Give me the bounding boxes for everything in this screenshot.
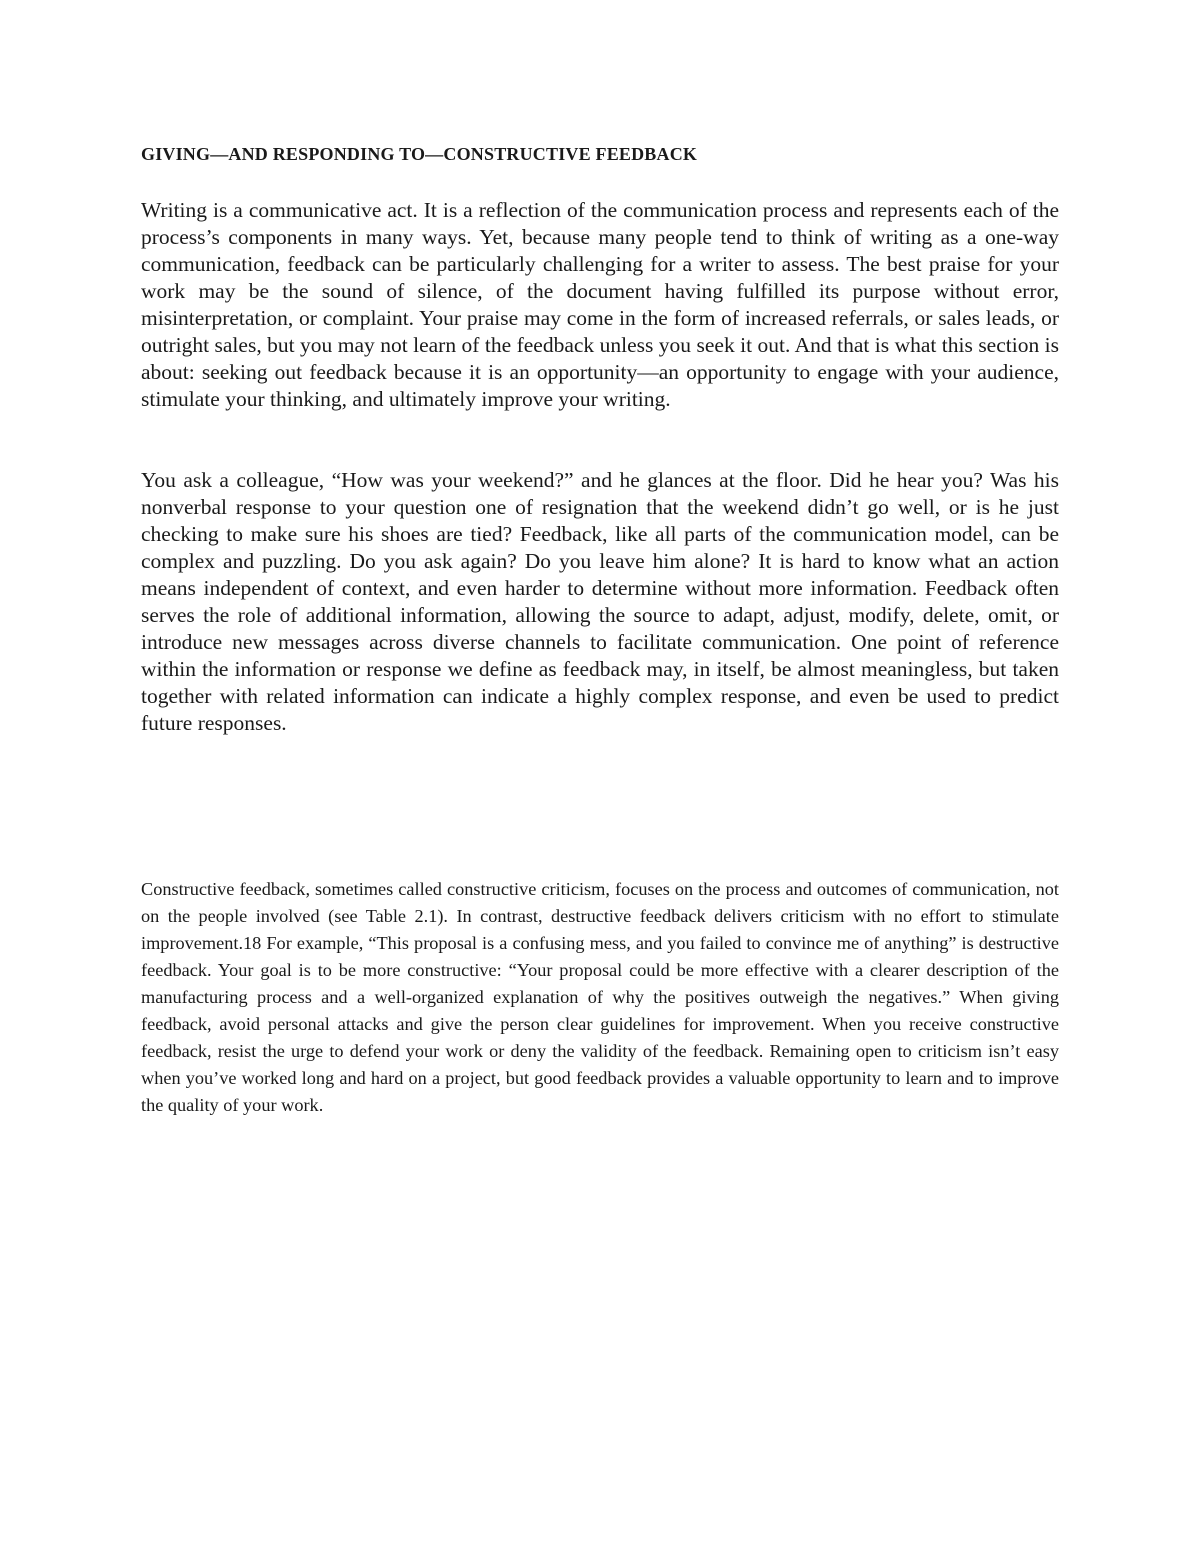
paragraph-writing-communicative-act: Writing is a communicative act. It is a reflection of the communication process and represents each of the process’s components in many ways. Yet, because many people tend to think of writing as a one-way communication, feedback can be particularly challenging for a writer to assess. The best praise for your work may be the sound of silence, of the document having fulfilled its purpose without error, misinterpretation, or complaint. Your praise may come in the form of increased referrals, or sales leads, or outright sales, but you may not learn of the feedback unless you seek it out. And that is what this section is about: seeking out feedback because it is an opportunity—an opportunity to engage with your audience, stimulate your thinking, and ultimately improve your writing. [141, 198, 1059, 411]
paragraph-constructive-feedback: Constructive feedback, sometimes called constructive criticism, focuses on the process and outcomes of communication, not on the people involved (see Table 2.1). In contrast, destructive feedback delivers criticism with no effort to stimulate improvement.18 For example, “This proposal is a confusing mess, and you failed to convince me of anything” is destructive feedback. Your goal is to be more constructive: “Your proposal could be more effective with a clearer description of the manufacturing process and a well-organized explanation of why the positives outweigh the negatives.” When giving feedback, avoid personal attacks and give the person clear guidelines for improvement. When you receive constructive feedback, resist the urge to defend your work or deny the validity of the feedback. Remaining open to criticism isn’t easy when you’ve worked long and hard on a project, but good feedback provides a valuable opportunity to learn and to improve the quality of your work. [141, 879, 1059, 1115]
document-title: GIVING—AND RESPONDING TO—CONSTRUCTIVE FEEDBACK [141, 144, 698, 164]
paragraph-colleague-weekend: You ask a colleague, “How was your weekend?” and he glances at the floor. Did he hear you? Was his nonverbal response to your question one of resignation that the weekend didn’t go well, or is he just checking to make sure his shoes are tied? Feedback, like all parts of the communication model, can be complex and puzzling. Do you ask again? Do you leave him alone? It is hard to know what an action means independent of context, and even harder to determine without more information. Feedback often serves the role of additional information, allowing the source to adapt, adjust, modify, delete, omit, or introduce new messages across diverse channels to facilitate communication. One point of reference within the information or response we define as feedback may, in itself, be almost meaningless, but taken together with related information can indicate a highly complex response, and even be used to predict future responses. [141, 468, 1059, 735]
